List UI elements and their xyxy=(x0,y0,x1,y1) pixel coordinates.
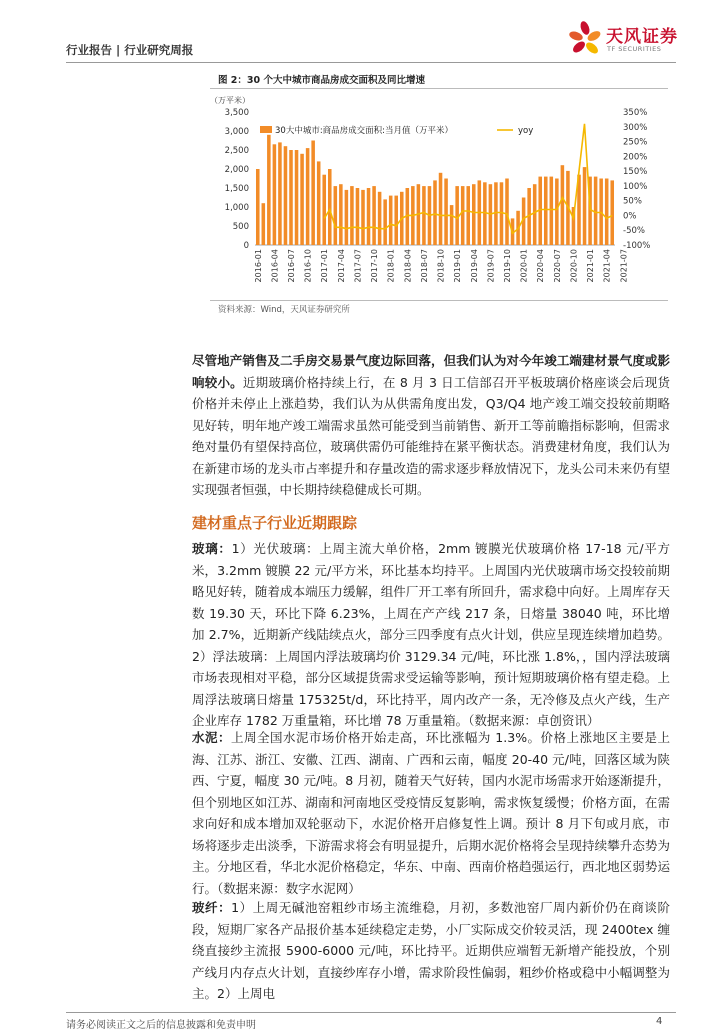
bar xyxy=(583,167,587,245)
x-tick-label: 2018-10 xyxy=(436,248,446,283)
bar xyxy=(472,184,476,245)
y-right-tick-label: 0% xyxy=(623,211,637,222)
x-tick-label: 2019-04 xyxy=(469,249,479,283)
x-tick-label: 2020-04 xyxy=(536,249,546,283)
x-tick-label: 2019-07 xyxy=(486,249,496,283)
bar xyxy=(461,186,465,245)
y-right-tick-label: 50% xyxy=(623,196,642,207)
bar xyxy=(505,179,509,246)
bar xyxy=(289,150,293,245)
legend-bar-label: 30大中城市:商品房成交面积:当月值（万平米） xyxy=(275,126,454,136)
y-right-tick-label: 250% xyxy=(623,137,648,148)
x-tick-label: 2017-04 xyxy=(336,249,346,283)
fiberglass-text: 1）上周无碱池窑粗纱市场主流维稳，月初，多数池窑厂周内新价仍在商谈阶段，短期厂家各产品报价基本延续稳定走势，小厂实际成交价较灵活，现 2400tex 缠绕直接纱主流报 5900-6000 元/吨，环比持平。近期供应端暂无新增产能投放，个别产线月内存点火计划，直接纱库存小增，需求阶段性偏弱，粗纱价格或稳中小幅调整为主。2）上周电 xyxy=(192,900,670,1001)
bar xyxy=(466,186,470,245)
bar xyxy=(383,199,387,245)
summary-lead: 尽管地产销售及二手房交易景气度边际回落，但我们认为对今年竣工端建材景气度或影响较小。 xyxy=(192,353,670,390)
bar xyxy=(450,205,454,245)
x-tick-label: 2016-01 xyxy=(253,249,263,283)
bar xyxy=(550,177,554,245)
x-tick-label: 2020-07 xyxy=(552,249,562,283)
x-tick-label: 2020-10 xyxy=(569,249,579,283)
bar xyxy=(561,165,565,245)
x-tick-label: 2019-01 xyxy=(453,249,463,283)
bar xyxy=(311,141,315,246)
y-right-tick-label: -100% xyxy=(623,241,651,251)
glass-paragraph xyxy=(192,538,670,732)
x-tick-label: 2021-04 xyxy=(602,249,612,283)
bar xyxy=(372,186,376,245)
legend-bar-swatch xyxy=(260,126,272,133)
bar xyxy=(300,154,304,245)
bar xyxy=(256,169,260,245)
bar xyxy=(444,179,448,246)
bar xyxy=(273,144,277,245)
bar xyxy=(267,135,271,245)
bar xyxy=(361,190,365,245)
page-number: 4 xyxy=(656,1016,663,1027)
y-left-unit-label: （万平米） xyxy=(210,96,250,105)
y-left-tick-label: 500 xyxy=(232,222,249,232)
glass-text: 1）光伏玻璃：上周主流大单价格，2mm 镀膜光伏玻璃价格 17-18 元/平方米，3.2mm 镀膜 22 元/平方米，环比基本均持平。上周国内光伏玻璃市场交投较前期略见好转，随着成本端压力缓解，组件厂开工率有所回升，需求稳中向好。上周库存天数 19.30 天，环比下降 6.23%，上周在产产线 217 条，日熔量 38040 吨，环比增加 2.7%，近期新产线陆续点火，部分三四季度有点火计划，供应呈现连续增加趋势。2）浮法玻璃：上周国内浮法玻璃均价 3129.34 元/吨，环比涨 1.8%，，国内浮法玻璃市场表现相对平稳，部分区域提货需求受运输等影响，预计短期玻璃价格有望走稳。上周浮法玻璃日熔量 175325t/d，环比持平，周内改产一条，无冷修及点火产线，生产企业库存 1782 万重量箱，环比增 78 万重量箱。（数据来源：卓创资讯） xyxy=(192,541,670,728)
bar xyxy=(544,177,548,245)
figure-top-rule xyxy=(210,88,668,89)
cement-lead: 水泥： xyxy=(192,730,231,745)
logo-name: 天风证券 xyxy=(606,27,678,47)
bar xyxy=(610,180,614,245)
figure-source: 资料来源：Wind，天风证券研究所 xyxy=(218,305,350,315)
bar xyxy=(345,190,349,245)
x-tick-label: 2016-04 xyxy=(270,249,280,283)
glass-lead: 玻璃： xyxy=(192,541,232,556)
bar xyxy=(356,188,360,245)
y-right-tick-label: 150% xyxy=(623,167,648,178)
bar xyxy=(306,148,310,245)
x-tick-label: 2021-07 xyxy=(619,249,629,283)
header-rule xyxy=(66,62,676,63)
report-header-label: 行业报告 | 行业研究周报 xyxy=(66,43,194,57)
y-left-tick-label: 3,500 xyxy=(224,108,249,118)
x-tick-label: 2019-10 xyxy=(503,249,512,283)
footer-disclaimer: 请务必阅读正文之后的信息披露和免责申明 xyxy=(66,1020,256,1031)
summary-paragraph xyxy=(192,350,670,501)
x-tick-label: 2021-01 xyxy=(586,249,596,283)
petal-icon xyxy=(568,20,602,56)
bar xyxy=(328,169,332,245)
logo-english-name: TF SECURITIES xyxy=(607,45,662,53)
x-tick-label: 2017-10 xyxy=(370,249,380,283)
x-tick-label: 2018-01 xyxy=(386,249,396,283)
cement-paragraph xyxy=(192,727,670,899)
bar xyxy=(284,146,288,245)
bar xyxy=(317,161,321,245)
bar xyxy=(389,196,393,245)
fiberglass-lead: 玻纤： xyxy=(192,900,232,915)
y-left-tick-label: 3,000 xyxy=(224,127,249,137)
bar xyxy=(367,188,371,245)
bar xyxy=(555,179,559,246)
bar xyxy=(350,186,354,245)
x-tick-label: 2016-10 xyxy=(303,249,313,283)
bar xyxy=(533,184,537,245)
x-tick-label: 2020-01 xyxy=(519,249,529,283)
bar xyxy=(295,150,299,245)
summary-text: 近期玻璃价格持续上行，在 8 月 3 日工信部召开平板玻璃价格座谈会后现货价格并未停止上涨趋势，我们认为从供需角度出发，Q3/Q4 地产竣工端交投较前期略见好转，明年地产竣工端需求虽然可能受到当前销售、新开工等前瞻指标影响，但需求绝对量仍有望保持高位，玻璃供需仍可能维持在紧平衡状态。消费建材角度，我们认为在新建市场的龙头市占率提升和存量改造的需求逐步释放情况下，龙头公司未来仍有望实现强者恒强，中长期持续稳健成长可期。 xyxy=(192,374,670,497)
bar xyxy=(433,180,437,245)
y-right-tick-label: 100% xyxy=(623,181,648,192)
fiberglass-paragraph xyxy=(192,897,670,1005)
bar xyxy=(422,186,426,245)
x-tick-label: 2017-07 xyxy=(353,249,363,283)
bar xyxy=(439,173,443,245)
y-left-tick-label: 1,000 xyxy=(224,203,249,213)
bar xyxy=(262,203,266,245)
x-tick-label: 2016-07 xyxy=(287,249,296,283)
legend-line-label: yoy xyxy=(518,126,534,136)
bar xyxy=(322,175,326,245)
x-tick-label: 2018-07 xyxy=(419,249,429,283)
y-left-tick-label: 0 xyxy=(243,241,249,251)
footer-rule xyxy=(66,1012,676,1013)
bar xyxy=(605,179,609,246)
y-right-tick-label: 350% xyxy=(623,108,648,118)
x-tick-label: 2018-04 xyxy=(403,249,413,283)
y-right-tick-label: -50% xyxy=(623,226,645,237)
bar xyxy=(394,196,398,245)
bar xyxy=(334,186,338,245)
figure-title: 图 2：30 个大中城市商品房成交面积及同比增速 xyxy=(218,75,425,86)
cement-text: 上周全国水泥市场价格开始走高，环比涨幅为 1.3%。价格上涨地区主要是上海、江苏、浙江、安徽、江西、湖南、广西和云南，幅度 20-40 元/吨，回落区域为陕西、宁夏，幅度 30 元/吨。8 月初，随着天气好转，国内水泥市场需求开始逐渐提升，但个别地区如江苏、湖南和河南地区受疫情反复影响，需求恢复缓慢；价格方面，在需求向好和成本增加双轮驱动下，水泥价格开启修复性上调。预计 8 月下旬或月底，市场将逐步走出淡季，下游需求将会有明显提升，后期水泥价格将会呈现持续攀升态势为主。分地区看，华北水泥价格稳定，华东、中南、西南价格趋强运行，西北地区弱势运行。（数据来源：数字水泥网） xyxy=(192,730,670,896)
bar xyxy=(378,192,382,245)
section-title: 建材重点子行业近期跟踪 xyxy=(192,514,358,532)
bar xyxy=(594,177,598,245)
x-tick-label: 2017-01 xyxy=(320,249,330,283)
y-right-tick-label: 300% xyxy=(623,122,648,133)
y-left-tick-label: 1,500 xyxy=(224,184,249,194)
transaction-area-chart xyxy=(205,90,665,300)
bar xyxy=(339,184,343,245)
figure-bottom-rule xyxy=(210,300,668,301)
bar xyxy=(278,142,282,245)
y-right-tick-label: 200% xyxy=(623,152,648,163)
y-left-tick-label: 2,000 xyxy=(224,165,249,175)
y-left-tick-label: 2,500 xyxy=(224,146,249,156)
